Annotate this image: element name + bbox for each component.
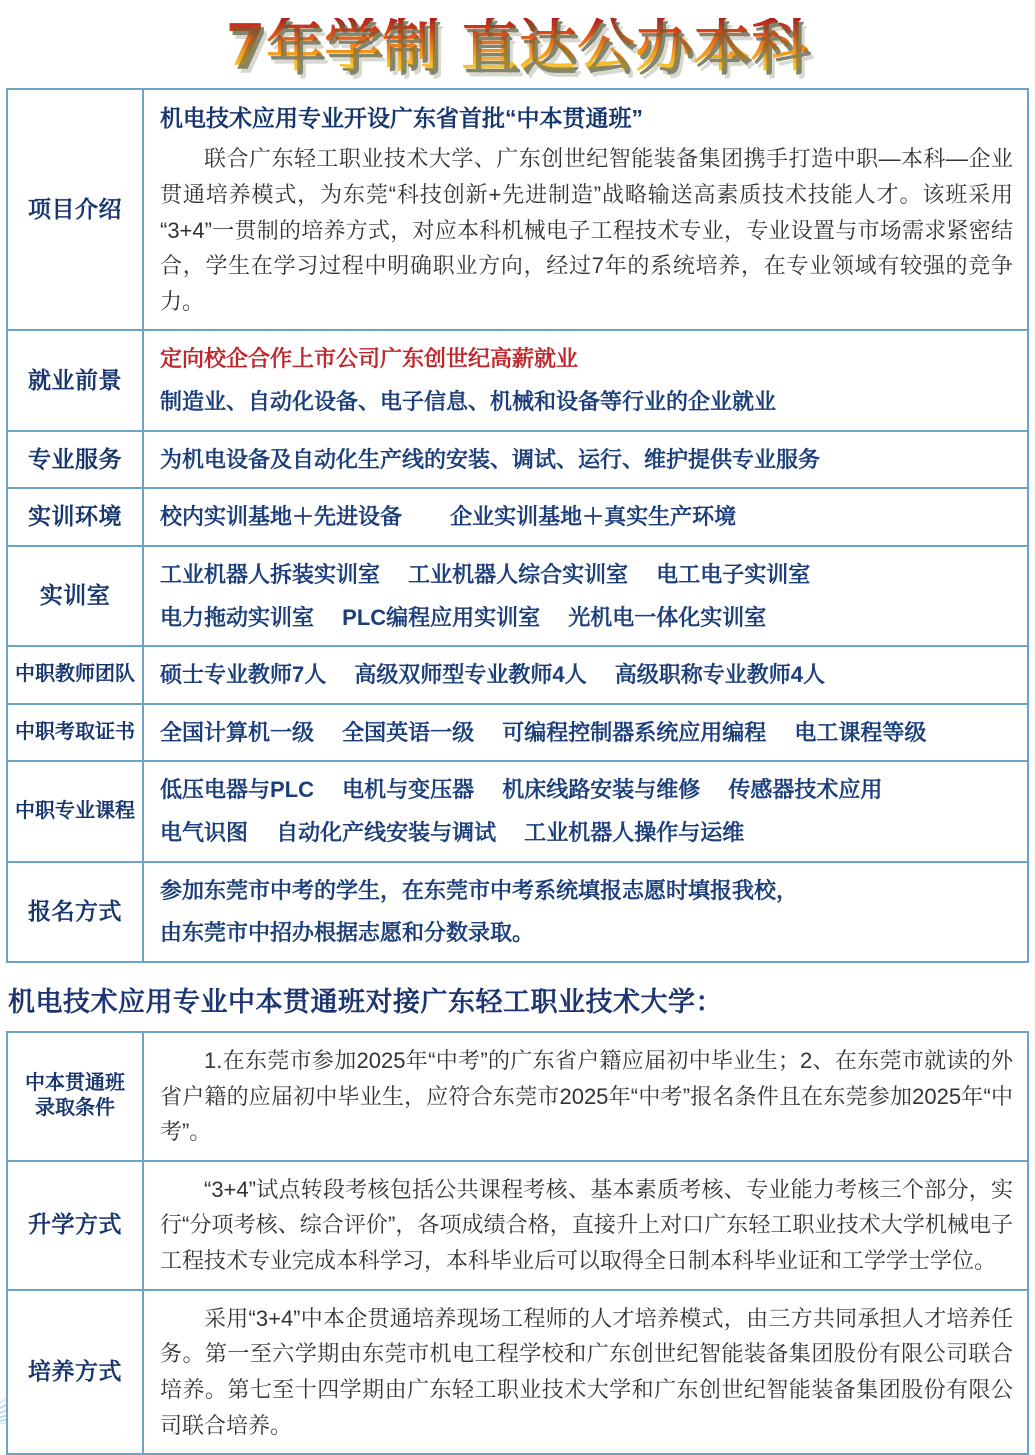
list-item: 企业实训基地＋真实生产环境	[450, 504, 737, 530]
application-method-line-1: 参加东莞市中考的学生，在东莞市中考系统填报志愿时填报我校，	[160, 877, 799, 903]
table-row	[7, 1032, 1028, 1161]
table-row	[7, 704, 1028, 762]
table-row	[7, 862, 1028, 962]
list-item: 电工电子实训室	[656, 561, 811, 587]
table-row	[7, 330, 1028, 430]
articulation-table	[6, 1031, 1029, 1455]
row-label-training-rooms: 实训室	[7, 546, 143, 646]
training-rooms-line-1	[160, 557, 1013, 593]
label-line-1: 升学方式	[28, 1211, 122, 1238]
list-item: 全国计算机一级	[160, 719, 315, 745]
list-item: 电力拖动实训室	[160, 604, 315, 630]
row-label-admission-requirements	[7, 1032, 143, 1161]
row-label-teacher-team: 中职教师团队	[7, 646, 143, 704]
row-label-professional-service: 专业服务	[7, 431, 143, 489]
row-content-advancement-method	[143, 1161, 1028, 1290]
table-row	[7, 431, 1028, 489]
list-item: 工业机器人拆装实训室	[160, 561, 381, 587]
list-item: 自动化产线安装与调试	[276, 820, 497, 845]
row-label-training-environment: 实训环境	[7, 488, 143, 546]
table-row	[7, 488, 1028, 546]
table-row	[7, 761, 1028, 861]
advancement-method-paragraph: “3+4”试点转段考核包括公共课程考核、基本素质考核、专业能力考核三个部分，实行“分项考核、综合评价”，各项成绩合格，直接升上对口广东轻工职业技术大学机械电子工程技术专业完成本科学习，本科毕业后可以取得全日制本科毕业证和工学学士学位。	[160, 1176, 1013, 1273]
section-heading: 机电技术应用专业中本贯通班对接广东轻工职业技术大学：	[8, 986, 723, 1017]
row-content-training-method	[143, 1290, 1028, 1455]
application-method-line-2: 由东莞市中招办根据志愿和分数录取。	[160, 920, 535, 946]
list-item: 高级职称专业教师4人	[614, 662, 825, 688]
professional-service-text: 为机电设备及自动化生产线的安装、调试、运行、维护提供专业服务	[160, 446, 821, 472]
banner	[6, 0, 1029, 88]
list-item: 校内实训基地＋先进设备	[160, 504, 403, 530]
label-line-2: 录取条件	[35, 1097, 115, 1120]
training-rooms-line-2	[160, 600, 1013, 636]
list-item: 电气识图	[160, 820, 249, 845]
list-item: 低压电器与PLC	[160, 777, 315, 803]
project-intro-heading: 机电技术应用专业开设广东省首批“中本贯通班”	[160, 105, 643, 131]
list-item: 光机电一体化实训室	[568, 604, 767, 630]
label-line-1: 培养方式	[28, 1358, 122, 1385]
list-item: 电工课程等级	[794, 719, 927, 745]
row-label-certificates: 中职考取证书	[7, 704, 143, 762]
training-environment-items	[160, 499, 1013, 535]
list-item: 可编程控制器系统应用编程	[502, 719, 767, 745]
career-highlight: 定向校企合作上市公司广东创世纪高薪就业	[160, 346, 579, 372]
table-row	[7, 546, 1028, 646]
row-content-certificates	[143, 704, 1028, 762]
row-content-professional-service	[143, 431, 1028, 489]
row-content-project-intro	[143, 89, 1028, 330]
row-label-advancement-method	[7, 1161, 143, 1290]
row-label-training-method	[7, 1290, 143, 1455]
project-intro-paragraph: 联合广东轻工职业技术大学、广东创世纪智能装备集团携手打造中职—本科—企业贯通培养模式，为东莞“科技创新+先进制造”战略输送高素质技术技能人才。该班采用“3+4”一贯制的培养方式，对应本科机械电子工程技术专业，专业设置与市场需求紧密结合，学生在学习过程中明确职业方向，经过7年的系统培养，在专业领域有较强的竞争力。	[160, 146, 1013, 314]
major-courses-line-1	[160, 772, 1013, 808]
table-row	[7, 1290, 1028, 1455]
table-row	[7, 89, 1028, 330]
row-content-application-method	[143, 862, 1028, 962]
row-label-application-method: 报名方式	[7, 862, 143, 962]
page-title: 7年学制 直达公办本科	[225, 12, 810, 79]
list-item: 工业机器人综合实训室	[408, 561, 629, 587]
row-label-career-prospects: 就业前景	[7, 330, 143, 430]
row-content-career-prospects	[143, 330, 1028, 430]
row-content-admission-requirements	[143, 1032, 1028, 1161]
row-content-major-courses	[143, 761, 1028, 861]
career-industries: 制造业、自动化设备、电子信息、机械和设备等行业的企业就业	[160, 389, 777, 414]
certificate-items	[160, 715, 1013, 751]
row-content-training-rooms	[143, 546, 1028, 646]
row-content-training-environment	[143, 488, 1028, 546]
list-item: PLC编程应用实训室	[342, 604, 541, 630]
list-item: 传感器技术应用	[728, 777, 883, 803]
table-row	[7, 1161, 1028, 1290]
admission-requirements-paragraph: 1.在东莞市参加2025年“中考”的广东省户籍应届初中毕业生；2、在东莞市就读的外省户籍的应届初中毕业生，应符合东莞市2025年“中考”报名条件且在东莞参加2025年“中考”。	[160, 1047, 1013, 1145]
teacher-team-items	[160, 657, 1013, 693]
table-row	[7, 646, 1028, 704]
list-item: 高级双师型专业教师4人	[354, 662, 587, 688]
list-item: 电机与变压器	[342, 777, 475, 803]
program-info-table	[6, 88, 1029, 963]
row-label-project-intro: 项目介绍	[7, 89, 143, 330]
list-item: 全国英语一级	[342, 719, 475, 745]
label-line-1: 中本贯通班	[25, 1071, 125, 1094]
list-item: 机床线路安装与维修	[502, 777, 701, 803]
major-courses-line-2	[160, 815, 1013, 851]
training-method-paragraph: 采用“3+4”中本企贯通培养现场工程师的人才培养模式，由三方共同承担人才培养任务。第一至六学期由东莞市机电工程学校和广东创世纪智能装备集团股份有限公司联合培养。第七至十四学期由广东轻工职业技术大学和广东创世纪智能装备集团股份有限公司联合培养。	[160, 1305, 1013, 1438]
list-item: 硕士专业教师7人	[160, 662, 327, 688]
row-content-teacher-team	[143, 646, 1028, 704]
row-label-major-courses: 中职专业课程	[7, 761, 143, 861]
list-item: 工业机器人操作与运维	[524, 820, 745, 845]
